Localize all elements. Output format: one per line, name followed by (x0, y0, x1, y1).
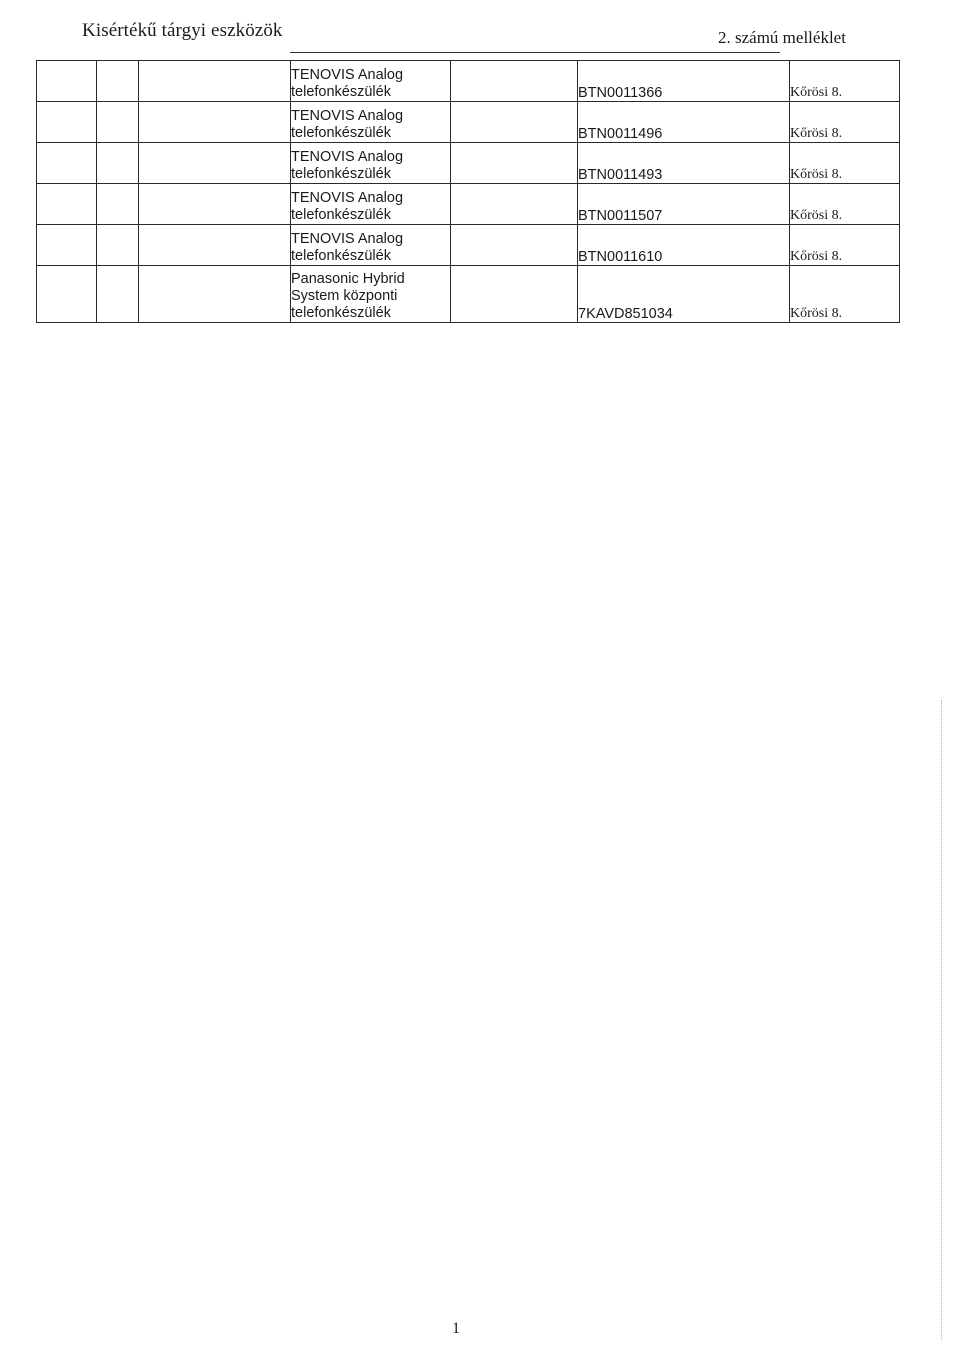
empty-cell (139, 102, 291, 143)
empty-cell (37, 184, 97, 225)
document-title: Kisértékű tárgyi eszközök (82, 20, 283, 41)
serial-number: BTN0011496 (578, 102, 790, 143)
annex-label: 2. számú melléklet (718, 28, 846, 47)
header-rule (290, 52, 780, 53)
empty-cell (139, 61, 291, 102)
empty-cell (451, 102, 578, 143)
item-description (291, 184, 451, 225)
empty-cell (139, 225, 291, 266)
empty-cell (97, 266, 139, 323)
table-row (37, 266, 900, 323)
item-description (291, 102, 451, 143)
empty-cell (97, 102, 139, 143)
table-row (37, 143, 900, 184)
empty-cell (139, 143, 291, 184)
description-line: telefonkészülék (291, 125, 391, 141)
description-line: System központi (291, 288, 398, 304)
serial-number: BTN0011493 (578, 143, 790, 184)
empty-cell (37, 266, 97, 323)
empty-cell (37, 143, 97, 184)
description-line: TENOVIS Analog (291, 231, 404, 247)
description-line: telefonkészülék (291, 207, 391, 223)
location: Kőrösi 8. (790, 266, 900, 323)
empty-cell (451, 225, 578, 266)
item-description (291, 266, 451, 323)
description-line: Panasonic Hybrid (291, 271, 405, 287)
location: Kőrösi 8. (790, 143, 900, 184)
serial-number: BTN0011366 (578, 61, 790, 102)
description-line: telefonkészülék (291, 84, 391, 100)
item-description (291, 61, 451, 102)
description-line: telefonkészülék (291, 248, 391, 264)
empty-cell (97, 143, 139, 184)
empty-cell (37, 225, 97, 266)
serial-number: BTN0011507 (578, 184, 790, 225)
item-description (291, 225, 451, 266)
description-line: telefonkészülék (291, 305, 391, 321)
empty-cell (451, 184, 578, 225)
empty-cell (37, 61, 97, 102)
description-line: TENOVIS Analog (291, 149, 404, 165)
page-number: 1 (452, 1320, 460, 1337)
serial-number: BTN0011610 (578, 225, 790, 266)
table-row (37, 61, 900, 102)
location: Kőrösi 8. (790, 61, 900, 102)
description-line: TENOVIS Analog (291, 67, 404, 83)
empty-cell (139, 266, 291, 323)
table-row (37, 225, 900, 266)
description-line: TENOVIS Analog (291, 108, 404, 124)
location: Kőrösi 8. (790, 184, 900, 225)
item-description (291, 143, 451, 184)
empty-cell (451, 266, 578, 323)
empty-cell (139, 184, 291, 225)
empty-cell (97, 61, 139, 102)
empty-cell (451, 61, 578, 102)
table-row (37, 102, 900, 143)
serial-number: 7KAVD851034 (578, 266, 790, 323)
description-line: telefonkészülék (291, 166, 391, 182)
scan-edge-artifact (941, 700, 942, 1340)
empty-cell (97, 225, 139, 266)
empty-cell (451, 143, 578, 184)
location: Kőrösi 8. (790, 225, 900, 266)
asset-table (36, 60, 900, 323)
empty-cell (37, 102, 97, 143)
table-row (37, 184, 900, 225)
description-line: TENOVIS Analog (291, 190, 404, 206)
location: Kőrösi 8. (790, 102, 900, 143)
empty-cell (97, 184, 139, 225)
